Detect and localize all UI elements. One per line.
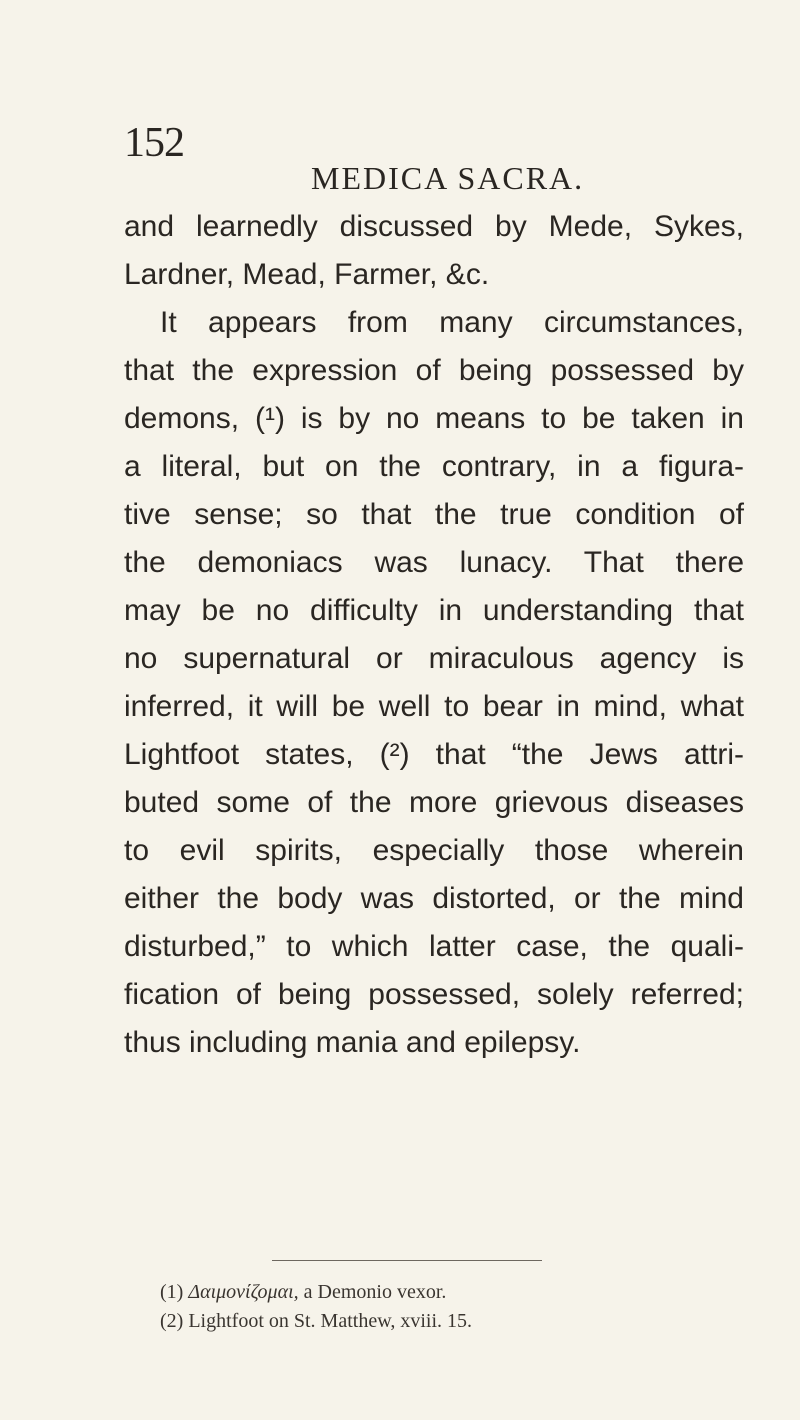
text-line: either the body was distorted, or the mind — [124, 882, 744, 915]
text-line: the demoniacs was lunacy. That there — [124, 546, 744, 579]
footnote-text: a Demonio vexor. — [303, 1281, 447, 1303]
text-line: thus including mania and epilepsy. — [124, 1026, 581, 1059]
footnote-2 — [160, 1307, 760, 1336]
text-line: tive sense; so that the true condition of — [124, 498, 744, 531]
text-line: that the expression of being possessed by — [124, 354, 744, 387]
footnote-text: Lightfoot on St. Matthew, xviii. 15. — [188, 1310, 473, 1332]
text-line: inferred, it will be well to bear in mind, what — [124, 690, 744, 723]
text-line: disturbed,” to which latter case, the quali- — [124, 930, 744, 963]
running-head: MEDICA SACRA. — [311, 160, 585, 196]
page-number: 152 — [124, 120, 184, 166]
footnote-greek-term: Δαιμονίζομαι, — [188, 1281, 299, 1303]
text-line: fication of being possessed, solely referred; — [124, 978, 744, 1011]
text-line: and learnedly discussed by Mede, Sykes, — [124, 210, 744, 243]
footnote-1 — [160, 1278, 760, 1307]
text-line: to evil spirits, especially those wherein — [124, 834, 744, 867]
footnote-marker: (2) — [160, 1310, 184, 1332]
text-line: may be no difficulty in understanding that — [124, 594, 744, 627]
body-text — [124, 203, 744, 1067]
text-line: no supernatural or miraculous agency is — [124, 642, 744, 675]
footnote-rule — [272, 1260, 542, 1261]
text-line: Lightfoot states, (²) that “the Jews attri- — [124, 738, 744, 771]
text-line: demons, (¹) is by no means to be taken in — [124, 402, 744, 435]
text-line: It appears from many circumstances, — [160, 306, 744, 339]
text-line: Lardner, Mead, Farmer, &c. — [124, 258, 490, 291]
footnotes — [160, 1278, 760, 1336]
footnote-marker: (1) — [160, 1281, 184, 1303]
text-line: a literal, but on the contrary, in a figura- — [124, 450, 744, 483]
text-line: buted some of the more grievous diseases — [124, 786, 744, 819]
